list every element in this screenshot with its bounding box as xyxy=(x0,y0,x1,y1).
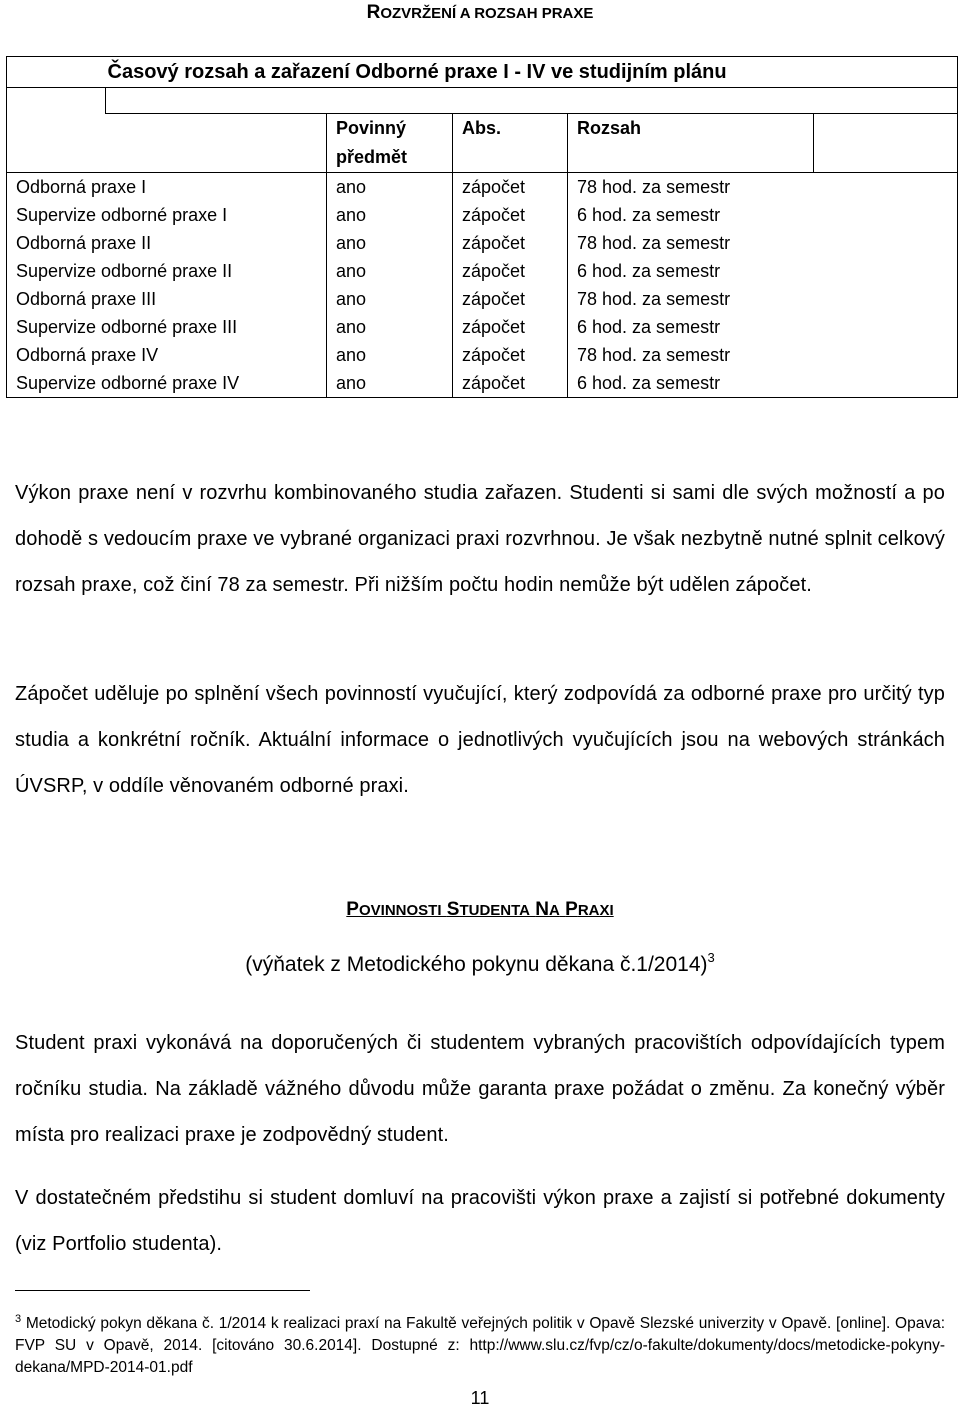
cell-name: Supervize odborné praxe IV xyxy=(7,369,327,398)
cell-completion: zápočet xyxy=(453,341,568,369)
cell-scope: 6 hod. za semestr xyxy=(568,369,958,398)
cell-mandatory: ano xyxy=(327,341,453,369)
cell-name: Odborná praxe IV xyxy=(7,341,327,369)
cell-completion: zápočet xyxy=(453,369,568,398)
cell-scope: 78 hod. za semestr xyxy=(568,229,958,257)
table-row xyxy=(7,257,958,285)
heading-rest: OZVRŽENÍ A ROZSAH PRAXE xyxy=(380,5,594,22)
paragraph-arrangement: V dostatečném předstihu si student domluví na pracovišti výkon praxe a zajistí si potřebné dokumenty (viz Portfolio studenta). xyxy=(15,1187,945,1255)
table-row xyxy=(7,341,958,369)
table-title-row xyxy=(7,57,958,88)
cell-completion: zápočet xyxy=(453,201,568,229)
table-header-row xyxy=(7,114,958,173)
header-scope: Rozsah xyxy=(568,114,814,173)
cell-completion: zápočet xyxy=(453,229,568,257)
cell-name: Supervize odborné praxe III xyxy=(7,313,327,341)
table-blank-row xyxy=(7,88,958,114)
schedule-table xyxy=(6,56,958,173)
heading-first: R xyxy=(366,2,381,23)
cell-mandatory: ano xyxy=(327,173,453,202)
cell-mandatory: ano xyxy=(327,369,453,398)
cell-name: Odborná praxe III xyxy=(7,285,327,313)
cell-scope: 78 hod. za semestr xyxy=(568,341,958,369)
cell-scope: 6 hod. za semestr xyxy=(568,201,958,229)
obligations-heading: POVINNOSTI STUDENTA NA PRAXI xyxy=(346,899,614,920)
header-mandatory: Povinný předmět xyxy=(327,114,453,173)
paragraph-credit-info: Zápočet uděluje po splnění všech povinností vyučující, který zodpovídá za odborné praxe pro určitý typ studia a konkrétní ročník. Aktuální informace o jednotlivých vyučujících jsou na webových stránkách ÚVSRP, v oddíle věnovaném odborné praxi. xyxy=(15,683,945,797)
cell-scope: 6 hod. za semestr xyxy=(568,257,958,285)
paragraph-schedule-info: Výkon praxe není v rozvrhu kombinovaného studia zařazen. Studenti si sami dle svých možností a po dohodě s vedoucím praxe ve vybrané organizaci praxi rozvrhnou. Je však nezbytně nutné splnit celkový rozsah praxe, což činí 78 za semestr. Při nižším počtu hodin nemůže být udělen zápočet. xyxy=(15,482,945,596)
footnote-divider xyxy=(15,1290,310,1291)
header-completion: Abs. xyxy=(453,114,568,173)
cell-mandatory: ano xyxy=(327,229,453,257)
table-title: Časový rozsah a zařazení Odborné praxe I - IV ve studijním plánu xyxy=(106,57,958,88)
footnote: $^3$ Metodický pokyn děkana č. 1/2014 k realizaci praxí na Fakultě veřejných politik v Opavě Slezské univerzity v Opavě. [online]. Opava: FVP SU v Opavě, 2014. [citováno 30.6.2014]. Dostupné z: http://www.slu.cz/fvp/cz/o-fakulte/dokumenty/docs/metodicke-pokyny-dekana/MPD-2014-01.pdf xyxy=(15,1313,945,1376)
cell-completion: zápočet xyxy=(453,313,568,341)
section-heading xyxy=(0,2,960,24)
cell-mandatory: ano xyxy=(327,285,453,313)
table-row xyxy=(7,201,958,229)
cell-name: Supervize odborné praxe II xyxy=(7,257,327,285)
page-number: 11 xyxy=(470,1388,490,1408)
table-row xyxy=(7,313,958,341)
cell-mandatory: ano xyxy=(327,313,453,341)
table-row xyxy=(7,369,958,398)
cell-name: Odborná praxe II xyxy=(7,229,327,257)
paragraph-workplace: Student praxi vykonává na doporučených či studentem vybraných pracovištích odpovídajících typem ročníku studia. Na základě vážného důvodu může garanta praxe požádat o změnu. Za konečný výběr místa pro realizaci praxe je zodpovědný student. xyxy=(15,1032,945,1146)
cell-name: Odborná praxe I xyxy=(7,173,327,202)
cell-scope: 78 hod. za semestr xyxy=(568,285,958,313)
cell-completion: zápočet xyxy=(453,285,568,313)
footnote-ref[interactable]: 3 xyxy=(707,950,715,965)
cell-scope: 78 hod. za semestr xyxy=(568,173,958,202)
table-row xyxy=(7,173,958,202)
cell-completion: zápočet xyxy=(453,257,568,285)
schedule-rows xyxy=(6,172,958,398)
cell-mandatory: ano xyxy=(327,257,453,285)
cell-completion: zápočet xyxy=(453,173,568,202)
cell-name: Supervize odborné praxe I xyxy=(7,201,327,229)
table-row xyxy=(7,285,958,313)
cell-scope: 6 hod. za semestr xyxy=(568,313,958,341)
cell-mandatory: ano xyxy=(327,201,453,229)
footnote-text: Metodický pokyn děkana č. 1/2014 k realizaci praxí na Fakultě veřejných politik v Opavě Slezské univerzity v Opavě. [online]. Opava: FVP SU v Opavě, 2014. [citováno 30.6.2014]. Dostupné z: http://www.slu.cz/fvp/cz/o-fakulte/dokumenty/docs/metodicke-pokyny-dekana/MPD-2014-01.pdf xyxy=(15,1315,945,1376)
table-row xyxy=(7,229,958,257)
excerpt-subheading: (výňatek z Metodického pokynu děkana č.1/2014)$^3$ xyxy=(245,950,715,976)
